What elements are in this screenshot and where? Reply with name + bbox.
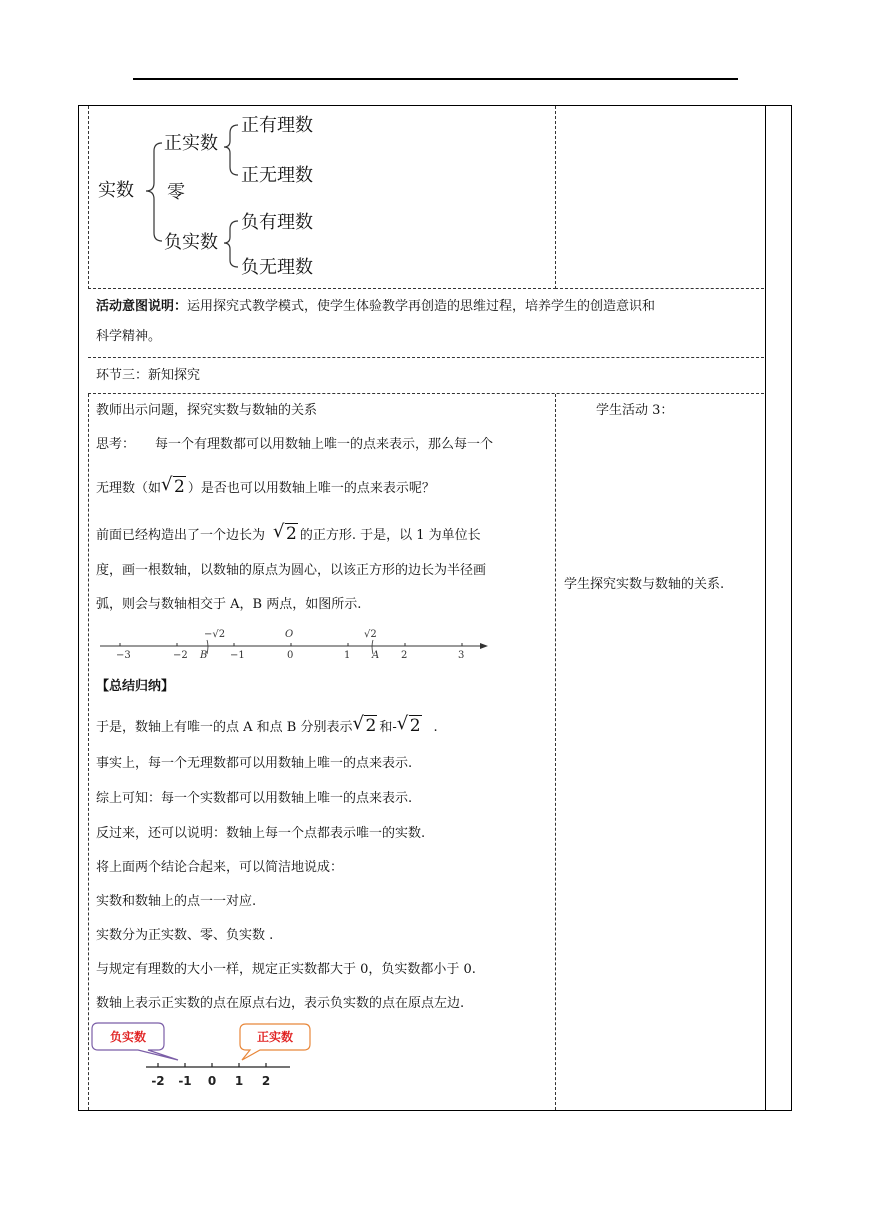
l3b: ）是否也可以用数轴上唯一的点来表示呢？ (187, 481, 435, 496)
teacher-line5: 度，画一根数轴，以数轴的原点为圆心，以该正方形的边长为半径画 (96, 563, 487, 578)
table-border-bottom (78, 1110, 792, 1111)
table-col-right (765, 105, 766, 1111)
class-zero: 零 (167, 182, 185, 203)
axis1-tick-label: 1 (344, 650, 351, 661)
axis1-tick-label: −1 (230, 650, 245, 661)
student-activity-title: 学生活动 3： (596, 403, 674, 418)
axis1-tick-label: −2 (173, 650, 188, 661)
summary-line3: 综上可知：每一个实数都可以用数轴上唯一的点来表示. (96, 791, 413, 806)
axis1-tick-label: 2 (401, 650, 408, 661)
class-neg-irrational: 负无理数 (241, 257, 313, 278)
class-pos-irrational: 正无理数 (241, 165, 313, 186)
sqrt-2-b: √ 2 (275, 525, 298, 543)
class-neg-rational: 负有理数 (241, 212, 313, 233)
intent-line2: 科学精神。 (96, 329, 162, 344)
summary-line6: 实数和数轴上的点一一对应. (96, 894, 257, 909)
axis1-pos-sqrt: √2 (364, 629, 377, 640)
sqrt-2-a: √ 2 (163, 478, 186, 496)
teacher-line2 (96, 436, 493, 454)
axis1-origin: O (285, 629, 294, 640)
l4b: 的正方形. 于是，以 1 为单位长 (299, 528, 481, 543)
axis1-point-a: A (372, 650, 380, 661)
axis2-tick-label: -1 (178, 1074, 192, 1088)
summary-line9: 数轴上表示正实数的点在原点右边，表示负实数的点在原点左边. (96, 996, 465, 1011)
classification-braces (140, 115, 250, 275)
pos-callout-label: 正实数 (256, 1030, 294, 1044)
table-border-left (78, 105, 79, 1111)
think-text: 每一个有理数都可以用数轴上唯一的点来表示，那么每一个 (155, 437, 494, 452)
sqrt-2-d: √ 2 (399, 717, 422, 735)
intent-line1 (96, 298, 655, 316)
class-negative: 负实数 (164, 232, 218, 253)
s1a: 于是，数轴上有唯一的点 A 和点 B 分别表示 (96, 720, 353, 735)
teacher-line6: 弧，则会与数轴相交于 A，B 两点，如图所示. (96, 597, 362, 612)
teacher-line3 (96, 478, 435, 498)
class-positive: 正实数 (164, 133, 218, 154)
axis2-tick-label: 1 (234, 1074, 244, 1088)
table-border-right (791, 105, 792, 1111)
axis1-point-b: B (200, 650, 208, 661)
summary-line1 (96, 717, 438, 737)
teacher-line4 (96, 525, 481, 545)
axis1-tick-label: −3 (116, 650, 131, 661)
axis1-neg-sqrt: −√2 (204, 629, 226, 640)
axis1-tick-label: 3 (458, 650, 465, 661)
summary-line5: 将上面两个结论合起来，可以简洁地说成： (96, 860, 344, 875)
axis2-tick-label: 2 (261, 1074, 271, 1088)
axis1-tick-label: 0 (287, 650, 294, 661)
number-axis-2 (90, 1020, 330, 1092)
intent-label: 活动意图说明： (96, 299, 188, 314)
axis2-tick-label: 0 (207, 1074, 217, 1088)
summary-line4: 反过来，还可以说明：数轴上每一个点都表示唯一的实数. (96, 826, 426, 841)
summary-title: 【总结归纳】 (96, 679, 175, 694)
section-title: 环节三：新知探究 (96, 368, 201, 383)
cell-row1-right (555, 106, 764, 289)
intent-text1: 运用探究式教学模式，使学生体验教学再创造的思维过程，培养学生的创造意识和 (187, 299, 656, 314)
sqrt-2-c: √ 2 (354, 717, 377, 735)
summary-line8: 与规定有理数的大小一样，规定正实数都大于 0，负实数都小于 0. (96, 962, 476, 977)
s1b: 和- (379, 720, 397, 735)
l4a: 前面已经构造出了一个边长为 (96, 528, 266, 543)
neg-callout-label: 负实数 (109, 1030, 147, 1044)
number-axis-1 (96, 622, 496, 662)
think-label: 思考： (96, 437, 136, 452)
header-rule (133, 78, 738, 80)
class-root: 实数 (98, 180, 134, 201)
summary-line7: 实数分为正实数、零、负实数 . (96, 928, 274, 943)
l3a: 无理数（如 (96, 481, 162, 496)
summary-line2: 事实上，每一个无理数都可以用数轴上唯一的点来表示. (96, 756, 413, 771)
axis2-tick-label: -2 (151, 1074, 165, 1088)
teacher-line1: 教师出示问题，探究实数与数轴的关系 (96, 403, 318, 418)
student-activity-desc: 学生探究实数与数轴的关系. (564, 577, 725, 592)
class-pos-rational: 正有理数 (241, 115, 313, 136)
s1c: . (433, 720, 438, 735)
